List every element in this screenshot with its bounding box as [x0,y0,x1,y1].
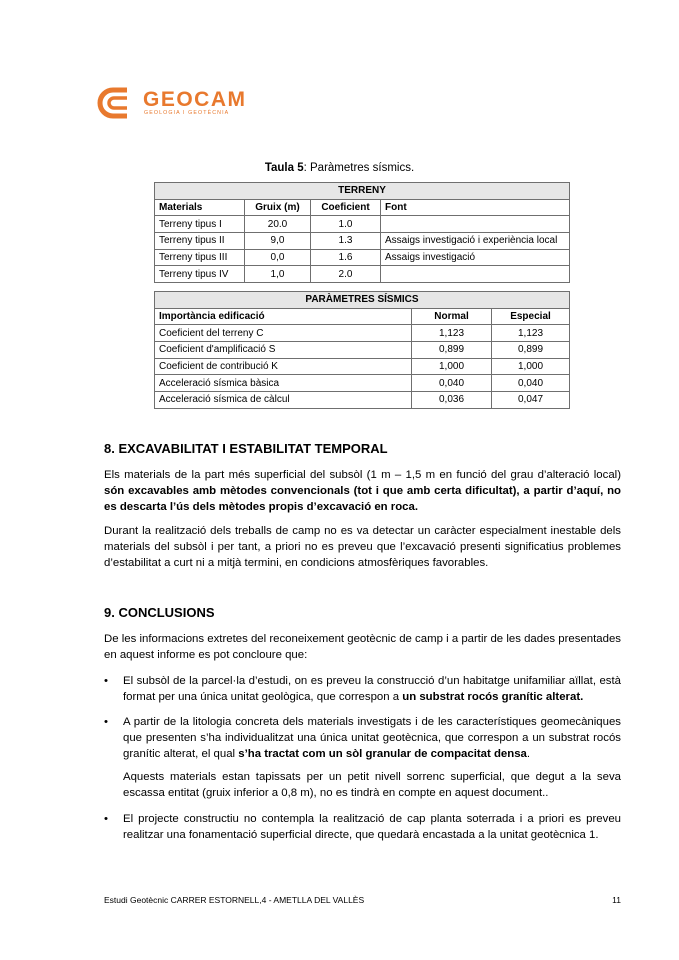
caption-text: : Paràmetres sísmics. [303,162,415,174]
table-cell: 1,123 [492,325,570,342]
table-cell: Terreny tipus IV [155,266,245,283]
terreny-table [154,182,570,283]
table-row [155,233,570,250]
section-8-paragraph-2: Durant la realització dels treballs de camp no es va detectar un caràcter especialment inestable dels materials del subsòl i per tant, a priori no es preveu que l’excavació presenti significatius problemes d’estabilitat a curt ni a mitjà termini, en condicions atmosfèriques favorables. [104,525,621,569]
column-header: Normal [412,308,492,325]
item-bold-text: un substrat rocós granític alterat. [402,691,584,703]
table-cell: 1,123 [412,325,492,342]
section-8-paragraph-1 [104,467,621,515]
table-cell: 1.6 [311,249,381,266]
table-cell: 1,0 [245,266,311,283]
table-caption [0,162,679,174]
table-cell: 0,0 [245,249,311,266]
terreny-header-row [155,199,570,216]
table-row [155,358,570,375]
table-cell: 1.3 [311,233,381,250]
item-text-end: . [526,748,531,760]
table-row [155,249,570,266]
conclusion-item-2 [123,714,621,762]
terreny-title: TERRENY [155,183,570,200]
table-row [155,342,570,359]
table-row [155,325,570,342]
logo-wordmark: GEOCAM [143,88,247,111]
table-cell: 20.0 [245,216,311,233]
column-header: Font [381,199,570,216]
column-header: Importància edificació [155,308,412,325]
column-header: Especial [492,308,570,325]
table-cell: 9,0 [245,233,311,250]
conclusion-item-3: El projecte constructiu no contempla la realització de cap planta soterrada i a priori es preveu realitzar una fonamentació superficial directe, que quedarà encastada a la unitat geotècnica 1. [123,813,621,841]
column-header: Coeficient [311,199,381,216]
table-cell: 1,000 [412,358,492,375]
table-cell: Terreny tipus III [155,249,245,266]
geocam-logo [97,86,267,122]
table-cell: Coeficient del terreny C [155,325,412,342]
parametres-sismics-table [154,291,570,409]
table-cell: 0,899 [492,342,570,359]
table-cell: 0,040 [412,375,492,392]
paragraph-bold-text: són excavables amb mètodes convencionals (tot i que amb certa dificultat), a partir d’aquí, no es descarta l’ús dels mètodes propis d’excavació en roca. [104,485,621,513]
conclusion-item-1 [123,673,621,705]
table-cell [381,266,570,283]
geocam-logo-mark-icon [97,86,141,120]
table-cell: Assaigs investigació i experiència local [381,233,570,250]
table-cell: Acceleració sísmica bàsica [155,375,412,392]
item-bold-text: s’ha tractat com un sòl granular de compacitat densa [238,748,527,760]
section-9-intro: De les informacions extretes del reconeixement geotècnic de camp i a partir de les dades presentades en aquest informe es pot concloure que: [104,633,621,661]
table-row [155,392,570,409]
page-number: 11 [612,895,621,905]
paragraph-text: Els materials de la part més superficial del subsòl (1 m – 1,5 m en funció del grau d’alteració local) [104,469,621,481]
table-cell: 0,047 [492,392,570,409]
table-row [155,216,570,233]
section-8-heading: 8. EXCAVABILITAT I ESTABILITAT TEMPORAL [104,441,388,456]
caption-label: Taula 5 [264,162,304,174]
table-cell: Terreny tipus II [155,233,245,250]
logo-tagline: GEOLOGIA I GEOTÈCNIA [144,110,230,116]
column-header: Gruix (m) [245,199,311,216]
table-cell: Assaigs investigació [381,249,570,266]
table-cell: 0,036 [412,392,492,409]
section-9-heading: 9. CONCLUSIONS [104,605,215,620]
bullet-icon: • [104,675,108,687]
table-cell: Coeficient de contribució K [155,358,412,375]
table-cell: 1,000 [492,358,570,375]
table-cell: Acceleració sísmica de càlcul [155,392,412,409]
footer-document-title: Estudi Geotècnic CARRER ESTORNELL,4 - AMETLLA DEL VALLÈS [104,895,365,905]
table-cell: 0,040 [492,375,570,392]
item-text: El subsòl de la parcel·la d’estudi, on es preveu la construcció d’un habitatge unifamiliar aïllat, està format per una única unitat geològica, que correspon a [123,675,621,703]
table-cell: 2.0 [311,266,381,283]
table-cell: 0,899 [412,342,492,359]
bullet-icon: • [104,813,108,825]
sismics-title: PARÀMETRES SÍSMICS [155,292,570,309]
table-cell: 1.0 [311,216,381,233]
bullet-icon: • [104,716,108,728]
conclusion-item-2-note: Aquests materials estan tapissats per un petit nivell sorrenc superficial, que degut a la seva escassa entitat (gruix inferior a 0,8 m), no es tindrà en compte en aquest document.. [123,771,621,799]
item-text: A partir de la litologia concreta dels materials investigats i de les característiques geomecàniques que presenten s’ha individualitzat una única unitat geotècnica, que correspon a un substrat rocós granític alterat, el qual [123,716,621,760]
table-cell: Coeficient d'amplificació S [155,342,412,359]
sismics-header-row [155,308,570,325]
column-header: Materials [155,199,245,216]
table-cell: Terreny tipus I [155,216,245,233]
table-row [155,266,570,283]
table-row [155,375,570,392]
table-cell [381,216,570,233]
